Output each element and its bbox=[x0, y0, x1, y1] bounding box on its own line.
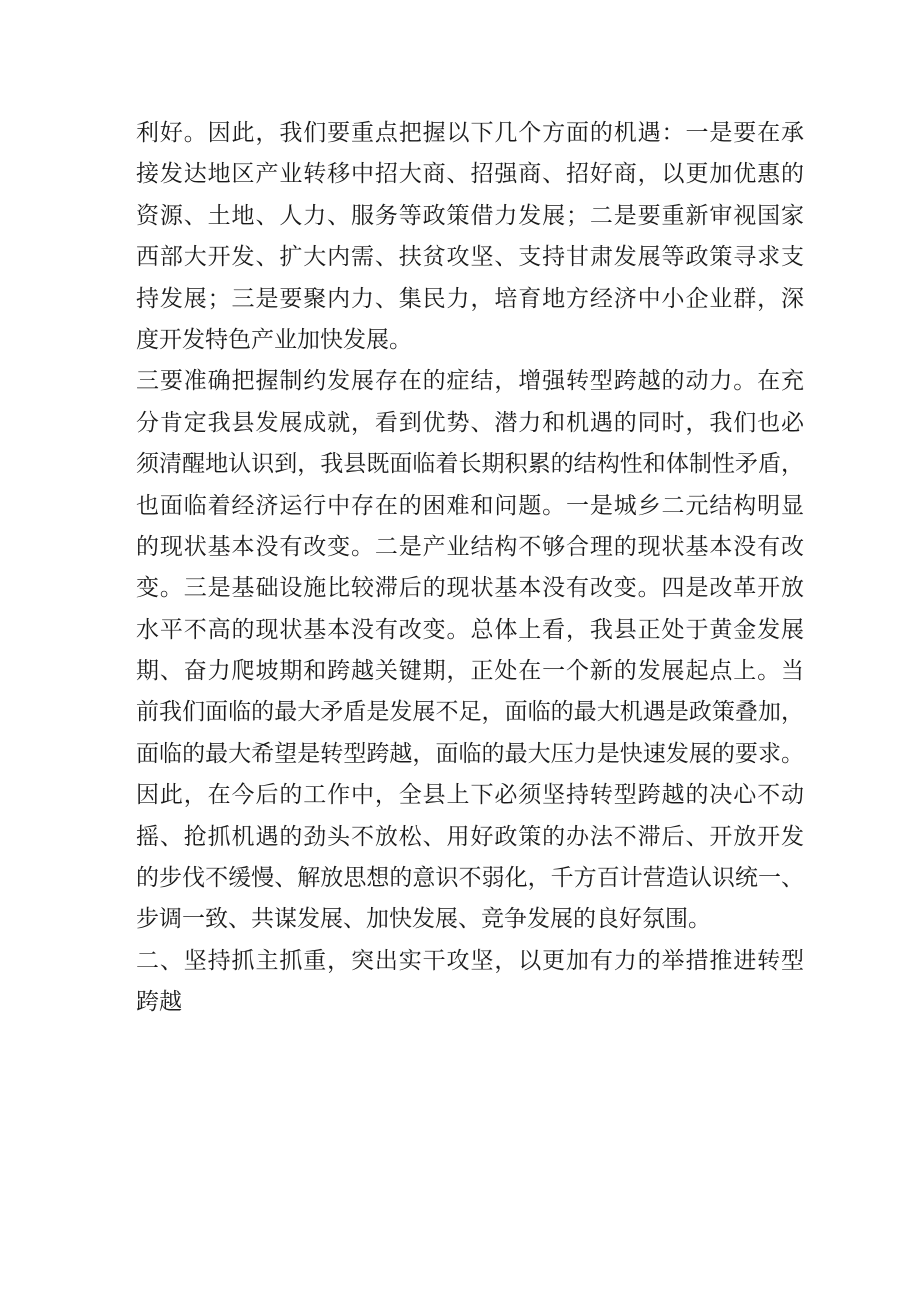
text-line: 须清醒地认识到，我县既面临着长期积累的结构性和体制性矛盾， bbox=[136, 451, 804, 478]
text-line: 面临的最大希望是转型跨越，面临的最大压力是快速发展的要求。 bbox=[136, 740, 804, 767]
text-line: 的步伐不缓慢、解放思想的意识不弱化，千方百计营造认识统一、 bbox=[136, 865, 804, 892]
section-heading bbox=[136, 941, 804, 1024]
paragraph-opportunities bbox=[136, 113, 804, 361]
text-line: 步调一致、共谋发展、加快发展、竞争发展的良好氛围。 bbox=[136, 906, 711, 933]
text-line: 摇、抢抓机遇的劲头不放松、用好政策的办法不滞后、开放开发 bbox=[136, 823, 804, 850]
text-line: 度开发特色产业加快发展。 bbox=[136, 326, 412, 353]
heading-line: 二、坚持抓主抓重，突出实干攻坚，以更加有力的举措推进转型 bbox=[136, 947, 804, 974]
text-line: 西部大开发、扩大内需、扶贫攻坚、支持甘肃发展等政策寻求支 bbox=[136, 244, 804, 271]
text-line: 持发展；三是要聚内力、集民力，培育地方经济中小企业群，深 bbox=[136, 285, 804, 312]
text-line: 的现状基本没有改变。二是产业结构不够合理的现状基本没有改 bbox=[136, 533, 804, 560]
document-body bbox=[136, 113, 804, 1024]
text-line: 三要准确把握制约发展存在的症结，增强转型跨越的动力。在充 bbox=[136, 368, 804, 395]
text-line: 分肯定我县发展成就，看到优势、潜力和机遇的同时，我们也必 bbox=[136, 409, 804, 436]
text-line: 接发达地区产业转移中招大商、招强商、招好商，以更加优惠的 bbox=[136, 161, 804, 188]
heading-line: 跨越 bbox=[136, 989, 182, 1016]
text-line: 前我们面临的最大矛盾是发展不足，面临的最大机遇是政策叠加， bbox=[136, 699, 804, 726]
text-line: 期、奋力爬坡期和跨越关键期，正处在一个新的发展起点上。当 bbox=[136, 658, 804, 685]
paragraph-constraints bbox=[136, 361, 804, 940]
text-line: 因此，在今后的工作中，全县上下必须坚持转型跨越的决心不动 bbox=[136, 782, 804, 809]
text-line: 变。三是基础设施比较滞后的现状基本没有改变。四是改革开放 bbox=[136, 575, 804, 602]
text-line: 资源、土地、人力、服务等政策借力发展；二是要重新审视国家 bbox=[136, 202, 804, 229]
text-line: 也面临着经济运行中存在的困难和问题。一是城乡二元结构明显 bbox=[136, 492, 804, 519]
text-line: 利好。因此，我们要重点把握以下几个方面的机遇：一是要在承 bbox=[136, 120, 804, 146]
text-line: 水平不高的现状基本没有改变。总体上看，我县正处于黄金发展 bbox=[136, 616, 804, 643]
